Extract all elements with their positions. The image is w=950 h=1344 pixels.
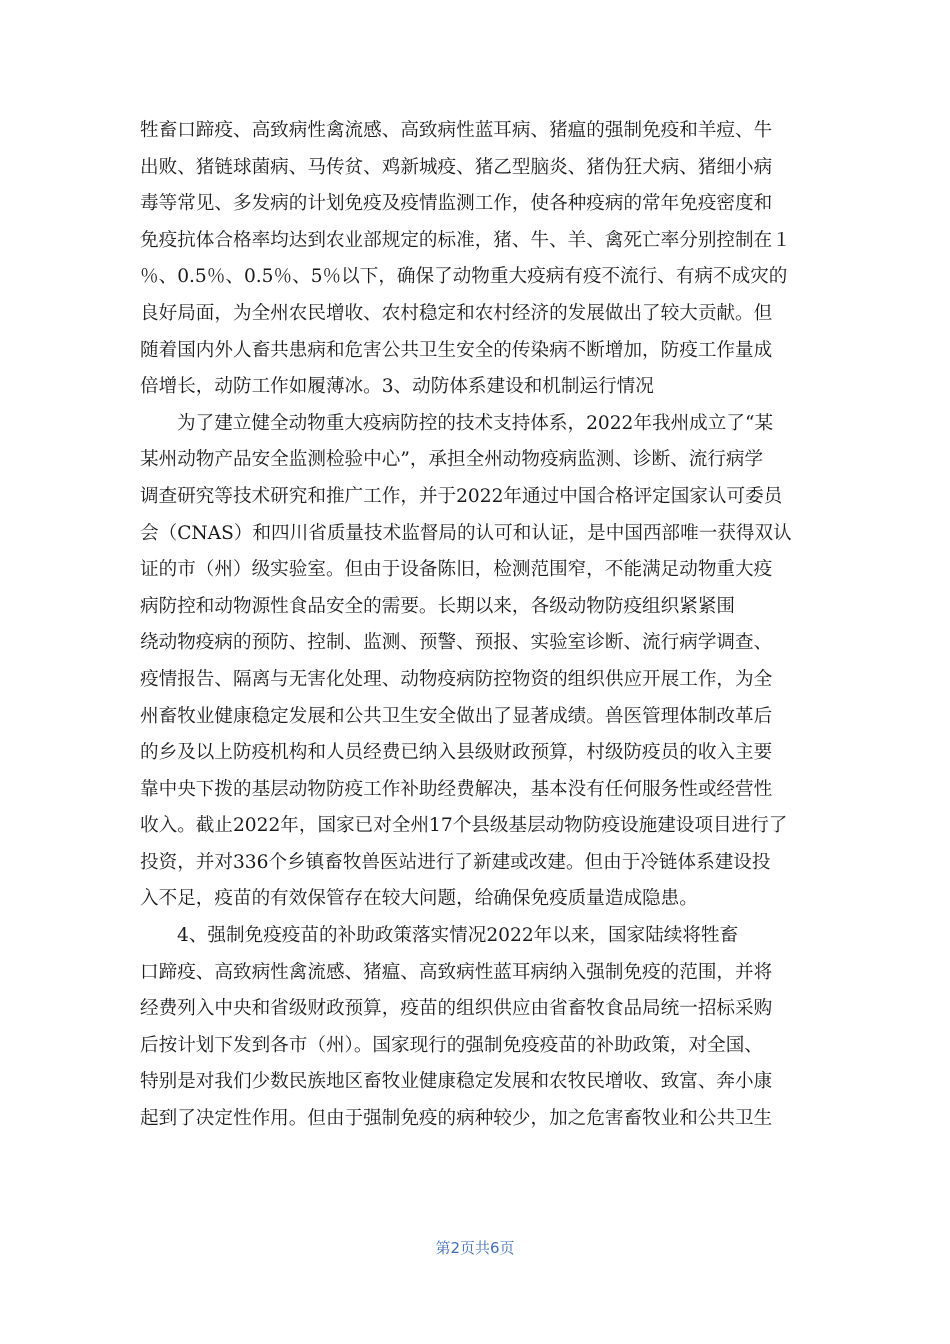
text-line: 州畜牧业健康稳定发展和公共卫生安全做出了显著成绩。兽医管理体制改革后 <box>140 705 773 727</box>
text-line: 特别是对我们少数民族地区畜牧业健康稳定发展和农牧民增收、致富、奔小康 <box>140 1071 773 1093</box>
text-line: 某州动物产品安全监测检验中心”，承担全州动物疫病监测、诊断、流行病学 <box>140 449 764 471</box>
text-line: 绕动物疫病的预防、控制、监测、预警、预报、实验室诊断、流行病学调查、 <box>140 632 773 654</box>
text-line: 出败、猪链球菌病、马传贫、鸡新城疫、猪乙型脑炎、猪伪狂犬病、猪细小病 <box>140 156 773 178</box>
text-line: 牲畜口蹄疫、高致病性禽流感、高致病性蓝耳病、猪瘟的强制免疫和羊痘、牛 <box>140 120 773 141</box>
text-line: 投资，并对336个乡镇畜牧兽医站进行了新建或改建。但由于冷链体系建设投 <box>140 851 771 873</box>
page-number-footer: 第2页共6页 <box>435 1239 515 1257</box>
text-line: 口蹄疫、高致病性禽流感、猪瘟、高致病性蓝耳病纳入强制免疫的范围，并将 <box>140 961 773 983</box>
text-line: 随着国内外人畜共患病和危害公共卫生安全的传染病不断增加，防疫工作量成 <box>140 339 773 361</box>
text-line: 入不足，疫苗的有效保管存在较大问题，给确保免疫质量造成隐患。 <box>140 888 698 910</box>
text-line: 证的市（州）级实验室。但由于设备陈旧，检测范围窄，不能满足动物重大疫 <box>140 559 773 581</box>
text-line: 免疫抗体合格率均达到农业部规定的标准，猪、牛、羊、禽死亡率分别控制在１ <box>140 229 791 251</box>
text-line: 起到了决定性作用。但由于强制免疫的病种较少，加之危害畜牧业和公共卫生 <box>140 1108 773 1130</box>
text-line: 收入。截止2022年，国家已对全州17个县级基层动物防疫设施建设项目进行了 <box>140 815 788 837</box>
document-body <box>140 113 812 1138</box>
text-line: 疫情报告、隔离与无害化处理、动物疫病防控物资的组织供应开展工作，为全 <box>140 668 773 690</box>
text-line: 病防控和动物源性食品安全的需要。长期以来，各级动物防疫组织紧紧围 <box>140 595 736 617</box>
text-line: ％、0.5％、0.5％、5％以下，确保了动物重大疫病有疫不流行、有病不成灾的 <box>140 266 788 288</box>
text-line: 会（CNAS）和四川省质量技术监督局的认可和认证，是中国西部唯一获得双认 <box>140 522 792 544</box>
text-line: 调查研究等技术研究和推广工作，并于2022年通过中国合格评定国家认可委员 <box>140 485 783 507</box>
paragraph-first-line: 为了建立健全动物重大疫病防控的技术支持体系，2022年我州成立了“某 <box>177 412 774 434</box>
text-line: 毒等常见、多发病的计划免疫及疫情监测工作，使各种疫病的常年免疫密度和 <box>140 193 773 215</box>
text-line: 经费列入中央和省级财政预算，疫苗的组织供应由省畜牧食品局统一招标采购 <box>140 998 773 1020</box>
text-line: 倍增长，动防工作如履薄冰。3、动防体系建设和机制运行情况 <box>140 376 654 398</box>
text-line: 良好局面，为全州农民增收、农村稳定和农村经济的发展做出了较大贡献。但 <box>140 302 773 324</box>
text-line: 后按计划下发到各市（州）。国家现行的强制免疫疫苗的补助政策，对全国、 <box>140 1034 763 1056</box>
text-line: 靠中央下拨的基层动物防疫工作补助经费解决，基本没有任何服务性或经营性 <box>140 778 773 800</box>
text-line: 的乡及以上防疫机构和人员经费已纳入县级财政预算，村级防疫员的收入主要 <box>140 742 773 764</box>
paragraph-first-line: 4、强制免疫疫苗的补助政策落实情况2022年以来，国家陆续将牲畜 <box>177 925 739 947</box>
